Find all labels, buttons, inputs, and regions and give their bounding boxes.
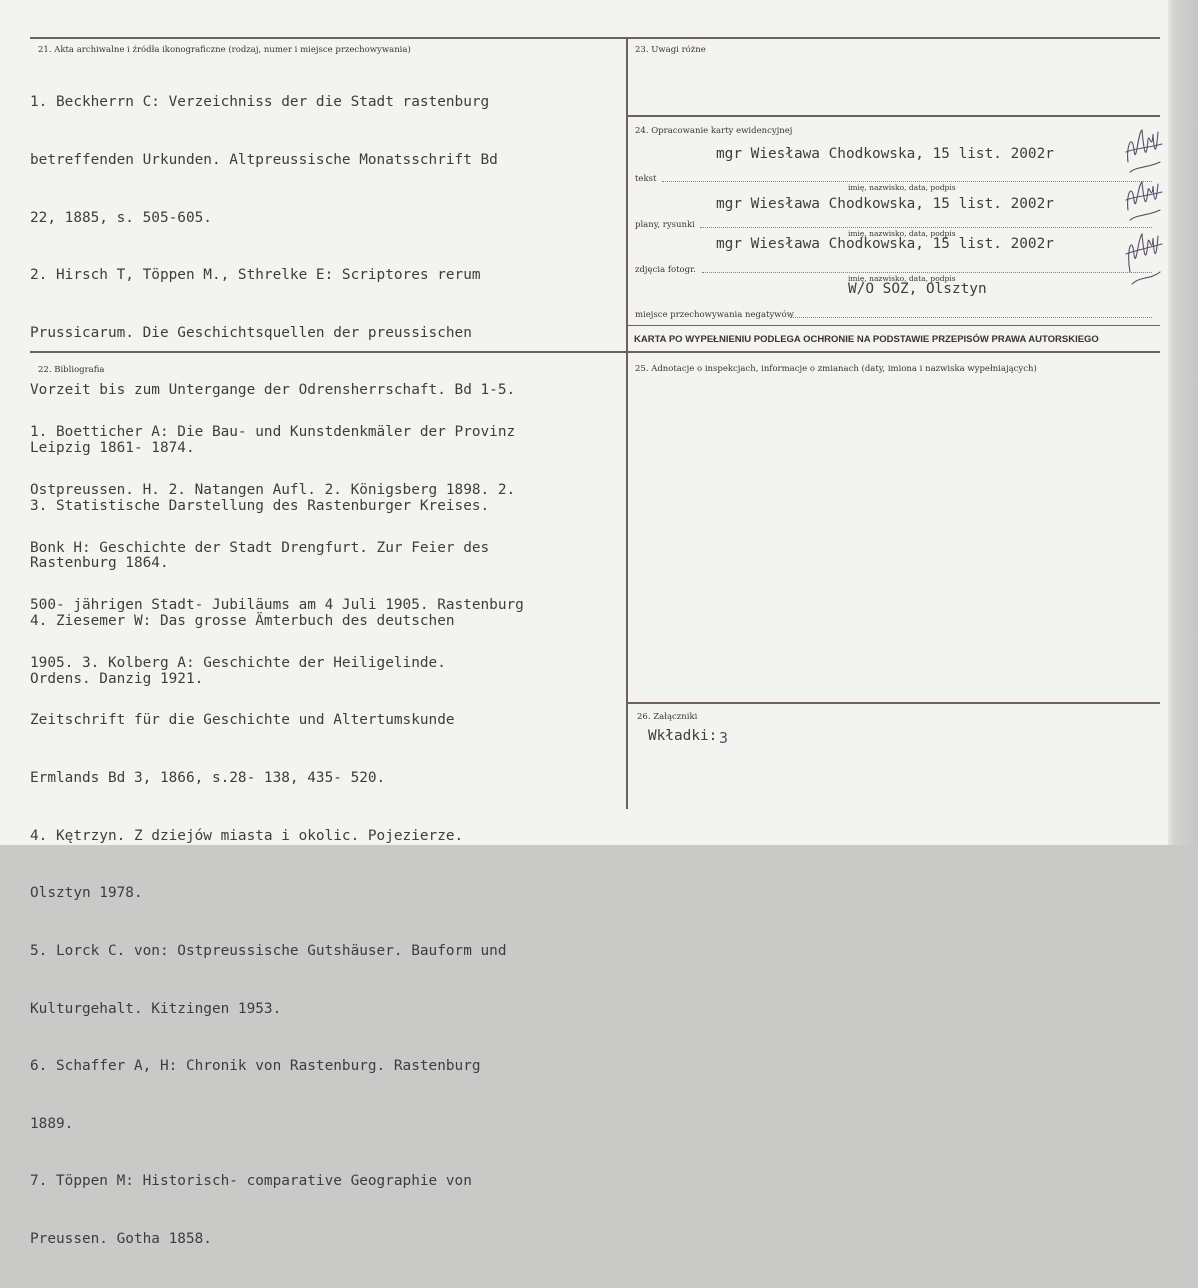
copyright-notice: KARTA PO WYPEŁNIENIU PODLEGA OCHRONIE NA PODSTAWIE PRZEPISÓW PRAWA AUTORSKIEGO [634,334,1099,345]
text-line: 22, 1885, s. 505-605. [30,209,212,226]
text-line: 2. Hirsch T, Töppen M., Sthrelke E: Scriptores rerum [30,267,481,284]
field-24-tekst-value: mgr Wiesława Chodkowska, 15 list. 2002r [716,146,1054,162]
field-24-negatywy-value: W/O SOZ, Olsztyn [848,281,987,297]
field-24-negatywy-dots [790,317,1152,318]
field-24-plany-dots [700,227,1152,228]
right-rule-26 [626,702,1160,704]
text-line: 4. Kętrzyn. Z dziejów miasta i okolic. Pojezierze. [30,827,464,844]
text-line: Prussicarum. Die Geschichtsquellen der preussischen [30,324,472,341]
text-line: 1. Beckherrn C: Verzeichniss der die Stadt rastenburg [30,94,490,111]
text-line: Vorzeit bis zum Untergange der Odrensherrschaft. Bd 1-5. [30,382,516,399]
text-line: Rastenburg 1864. [30,555,169,572]
text-line: 1905. 3. Kolberg A: Geschichte der Heiligelinde. [30,654,446,671]
center-divider [626,37,628,809]
field-21-label: 21. Akta archiwalne i źródła ikonograficzne (rodzaj, numer i miejsce przechowywania) [38,45,411,55]
field-25-label: 25. Adnotacje o inspekcjach, informacje o zmianach (daty, imiona i nazwiska wypełniających) [635,364,1037,374]
top-rule [30,37,1160,39]
field-24-zdjecia-caption: imię, nazwisko, data, podpis [848,274,956,283]
field-22-text [30,385,524,1288]
text-line: 3. Statistische Darstellung des Rastenburger Kreises. [30,497,490,514]
text-line: Ermlands Bd 3, 1866, s.28- 138, 435- 520. [30,770,386,787]
field-26-label: 26. Załączniki [637,712,698,722]
notice-rule [627,325,1160,326]
field-22-label: 22. Bibliografia [38,365,105,375]
text-line: Ostpreussen. H. 2. Natangen Aufl. 2. Königsberg 1898. 2. [30,482,516,499]
field-24-tekst-caption: imię, nazwisko, data, podpis [848,183,956,192]
field-24-negatywy-label: miejsce przechowywania negatywów [635,310,794,320]
right-rule-23-24 [626,115,1160,117]
text-line: Zeitschrift für die Geschichte und Altertumskunde [30,712,455,729]
field-24-zdjecia-value: mgr Wiesława Chodkowska, 15 list. 2002r [716,236,1054,252]
field-24-zdjecia-dots [702,272,1152,273]
text-line: Bonk H: Geschichte der Stadt Drengfurt. Zur Feier des [30,539,490,556]
text-line: 500- jährigen Stadt- Jubiläums am 4 Juli 1905. Rastenburg [30,597,524,614]
text-line: Kulturgehalt. Kitzingen 1953. [30,1000,282,1017]
text-line: Olsztyn 1978. [30,885,143,902]
field-24-tekst-label: tekst [635,174,657,184]
text-line: Preussen. Gotha 1858. [30,1230,212,1247]
field-26-handwritten: 3 [719,729,729,747]
text-line: Ordens. Danzig 1921. [30,670,204,687]
field-24-plany-caption: imię, nazwisko, data, podpis [848,229,956,238]
card-edge [1168,0,1198,845]
field-26-typed: Wkładki: [648,728,718,744]
signature-mark [1118,122,1166,292]
field-24-plany-label: plany, rysunki [635,220,695,230]
field-24-label: 24. Opracowanie karty ewidencyjnej [635,126,793,136]
field-24-tekst-dots [662,181,1152,182]
field-24-zdjecia-label: zdjęcia fotogr. [635,265,696,275]
text-line: 5. Lorck C. von: Ostpreussische Gutshäuser. Bauform und [30,942,507,959]
text-line: 1. Boetticher A: Die Bau- und Kunstdenkmäler der Provinz [30,424,516,441]
text-line: betreffenden Urkunden. Altpreussische Monatsschrift Bd [30,152,498,169]
text-line: Leipzig 1861- 1874. [30,440,195,457]
field-23-label: 23. Uwagi różne [635,45,706,55]
text-line: 6. Schaffer A, H: Chronik von Rastenburg. Rastenburg [30,1058,481,1075]
text-line: 1889. [30,1115,74,1132]
text-line: 4. Ziesemer W: Das grosse Ämterbuch des deutschen [30,612,455,629]
text-line: 7. Töppen M: Historisch- comparative Geographie von [30,1173,472,1190]
field-24-plany-value: mgr Wiesława Chodkowska, 15 list. 2002r [716,196,1054,212]
